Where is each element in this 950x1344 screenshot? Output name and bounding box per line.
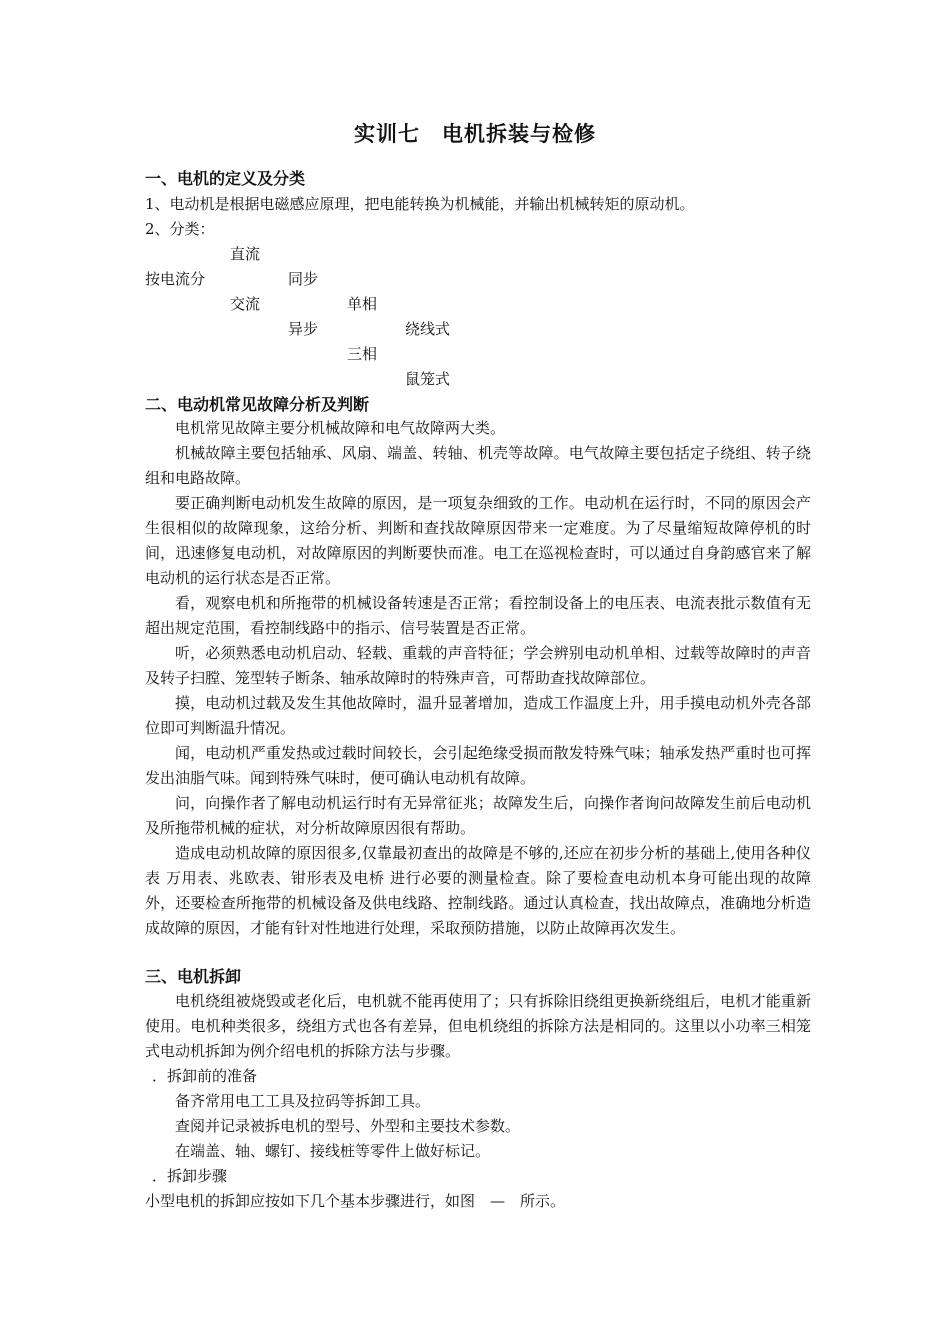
paragraph: 问，向操作者了解电动机运行时有无异常征兆；故障发生后，向操作者询问故障发生前后电动机及所拖带机械的症状，对分析故障原因很有帮助。 xyxy=(145,794,811,837)
class-async: 异步 xyxy=(288,320,319,338)
class-squirrel: 鼠笼式 xyxy=(405,370,451,388)
paragraph: 造成电动机故障的原因很多,仅靠最初查出的故障是不够的,还应在初步分析的基础上,使用各种仪表 万用表、兆欧表、钳形表及电桥 进行必要的测量检查。除了要检查电动机本身可能出现的故障外，还要检查所拖带的机械设备及供电线路、控制线路。通过认真检查，找出故障点，准确地分析造成故障的原因，才能有针对性地进行处理，采取预防措施，以防止故障再次发生。 xyxy=(145,844,811,937)
section-1-heading: 一、电机的定义及分类 xyxy=(145,169,306,188)
paragraph: 摸，电动机过载及发生其他故障时，温升显著增加，造成工作温度上升，用手摸电动机外壳各部位即可判断温升情况。 xyxy=(145,694,811,737)
class-single-phase: 单相 xyxy=(347,295,378,313)
paragraph: 听，必须熟悉电动机启动、轻载、重载的声音特征；学会辨别电动机单相、过载等故障时的声音及转子扫膛、笼型转子断条、轴承故障时的特殊声音，可帮助查找故障部位。 xyxy=(145,644,811,687)
class-by-current: 按电流分 xyxy=(145,270,206,288)
prep-heading: ．拆卸前的准备 xyxy=(152,1067,258,1085)
prep-item: 备齐常用电工工具及拉码等拆卸工具。 xyxy=(175,1092,431,1110)
classification-label: 2、分类： xyxy=(145,220,215,238)
definition-line: 1、电动机是根据电磁感应原理，把电能转换为机械能，并输出机械转矩的原动机。 xyxy=(145,195,695,213)
prep-item: 在端盖、轴、螺钉、接线桩等零件上做好标记。 xyxy=(175,1142,491,1160)
paragraph: 看，观察电机和所拖带的机械设备转速是否正常；看控制设备上的电压表、电流表批示数值有无超出规定范围，看控制线路中的指示、信号装置是否正常。 xyxy=(145,594,811,637)
paragraph: 闻，电动机严重发热或过载时间较长，会引起绝缘受损而散发特殊气味；轴承发热严重时也可挥发出油脂气味。闻到特殊气味时，便可确认电动机有故障。 xyxy=(145,744,811,787)
paragraph: 要正确判断电动机发生故障的原因，是一项复杂细致的工作。电动机在运行时，不同的原因会产生很相似的故障现象，这给分析、判断和查找故障原因带来一定难度。为了尽量缩短故障停机的时间，迅速修复电动机，对故障原因的判断要快而准。电工在巡视检查时，可以通过自身韵感官来了解电动机的运行状态是否正常。 xyxy=(145,494,811,587)
steps-heading: ．拆卸步骤 xyxy=(152,1167,228,1185)
page-title: 实训七 电机拆装与检修 xyxy=(354,122,596,146)
class-sync: 同步 xyxy=(288,270,319,288)
class-ac: 交流 xyxy=(230,295,261,313)
paragraph: 电机常见故障主要分机械故障和电气故障两大类。 xyxy=(175,419,506,437)
steps-text: 小型电机的拆卸应按如下几个基本步骤进行，如图 — 所示。 xyxy=(145,1192,566,1210)
class-dc: 直流 xyxy=(230,245,261,263)
class-three-phase: 三相 xyxy=(347,345,378,363)
section-2-heading: 二、电动机常见故障分析及判断 xyxy=(145,395,370,414)
section-3-heading: 三、电机拆卸 xyxy=(145,967,242,986)
paragraph: 机械故障主要包括轴承、风扇、端盖、转轴、机壳等故障。电气故障主要包括定子绕组、转子绕组和电路故障。 xyxy=(145,444,811,487)
paragraph: 电机绕组被烧毁或老化后，电机就不能再使用了；只有拆除旧绕组更换新绕组后，电机才能重新使用。电机种类很多，绕组方式也各有差异，但电机绕组的拆除方法是相同的。这里以小功率三相笼式电动机拆卸为例介绍电机的拆除方法与步骤。 xyxy=(145,992,811,1060)
prep-item: 查阅并记录被拆电机的型号、外型和主要技术参数。 xyxy=(175,1117,521,1135)
class-wound: 绕线式 xyxy=(405,320,451,338)
